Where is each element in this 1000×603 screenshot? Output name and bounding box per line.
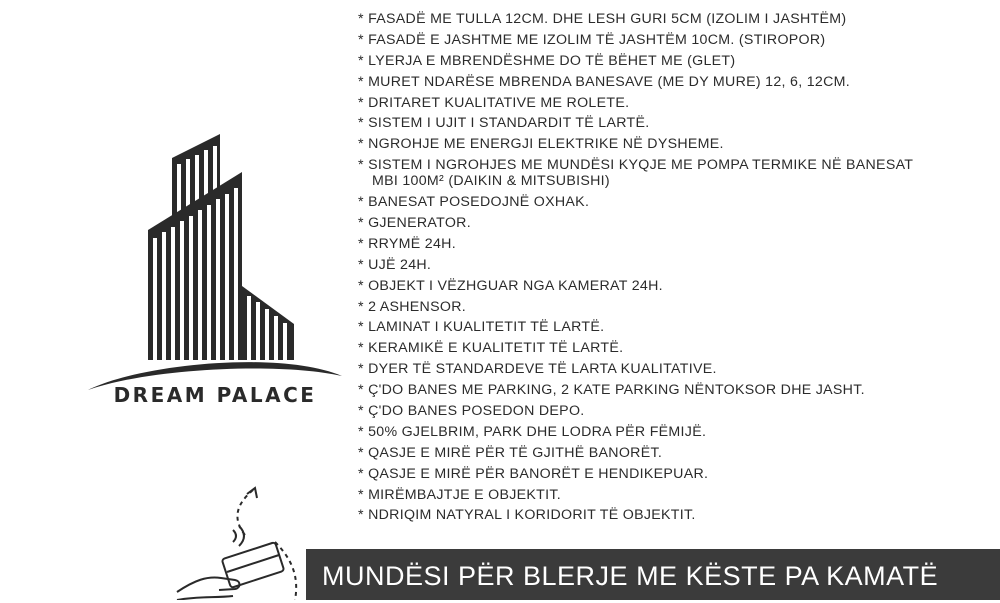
feature-item: * 2 ASHENSOR. bbox=[358, 298, 466, 315]
feature-item: * NDRIQIM NATYRAL I KORIDORIT TË OBJEKTIT. bbox=[358, 507, 696, 524]
feature-item: * Ç'DO BANES POSEDON DEPO. bbox=[358, 403, 585, 420]
feature-item-continuation: MBI 100M² (DAIKIN & MITSUBISHI) bbox=[372, 173, 610, 190]
installment-banner: MUNDËSI PËR BLERJE ME KËSTE PA KAMATË bbox=[306, 549, 1000, 600]
feature-item: * FASADË ME TULLA 12CM. DHE LESH GURI 5CM (IZOLIM I JASHTËM) bbox=[358, 11, 847, 27]
feature-item: * OBJEKT I VËZHGUAR NGA KAMERAT 24H. bbox=[358, 277, 663, 294]
feature-list bbox=[358, 11, 978, 528]
feature-item: * RRYMË 24H. bbox=[358, 235, 456, 252]
feature-item: * BANESAT POSEDOJNË OXHAK. bbox=[358, 194, 590, 211]
feature-item: * Ç'DO BANES ME PARKING, 2 KATE PARKING NËNTOKSOR DHE JASHT. bbox=[358, 382, 865, 399]
feature-item: * LYERJA E MBRENDËSHME DO TË BËHET ME (GLET) bbox=[358, 52, 736, 69]
feature-item: * DRITARET KUALITATIVE ME ROLETE. bbox=[358, 94, 630, 111]
feature-item: * 50% GJELBRIM, PARK DHE LODRA PËR FËMIJË. bbox=[358, 423, 707, 440]
feature-item: * FASADË E JASHTME ME IZOLIM TË JASHTËM 10CM. (STIROPOR) bbox=[358, 31, 826, 48]
feature-item: * SISTEM I NGROHJES ME MUNDËSI KYQJE ME POMPA TERMIKE NË BANESAT bbox=[358, 157, 914, 174]
feature-item: * SISTEM I UJIT I STANDARDIT TË LARTË. bbox=[358, 115, 650, 132]
feature-item: * NGROHJE ME ENERGJI ELEKTRIKE NË DYSHEME. bbox=[358, 136, 724, 153]
feature-item: * GJENERATOR. bbox=[358, 215, 471, 232]
feature-item: * UJË 24H. bbox=[358, 256, 432, 273]
contactless-card-payment-icon bbox=[175, 480, 315, 600]
brand-name: DREAM PALACE bbox=[113, 383, 317, 407]
feature-item: * KERAMIKË E KUALITETIT TË LARTË. bbox=[358, 340, 624, 357]
feature-item: * QASJE E MIRË PËR BANORËT E HENDIKEPUAR. bbox=[358, 465, 709, 482]
feature-item: * LAMINAT I KUALITETIT TË LARTË. bbox=[358, 319, 605, 336]
feature-item: * DYER TË STANDARDEVE TË LARTA KUALITATIVE. bbox=[358, 361, 717, 378]
feature-item: * MIRËMBAJTJE E OBJEKTIT. bbox=[358, 486, 561, 503]
feature-item: * QASJE E MIRË PËR TË GJITHË BANORËT. bbox=[358, 444, 663, 461]
feature-item: * MURET NDARËSE MBRENDA BANESAVE (ME DY MURE) 12, 6, 12CM. bbox=[358, 73, 850, 90]
skyscraper-logo-icon bbox=[80, 128, 350, 418]
